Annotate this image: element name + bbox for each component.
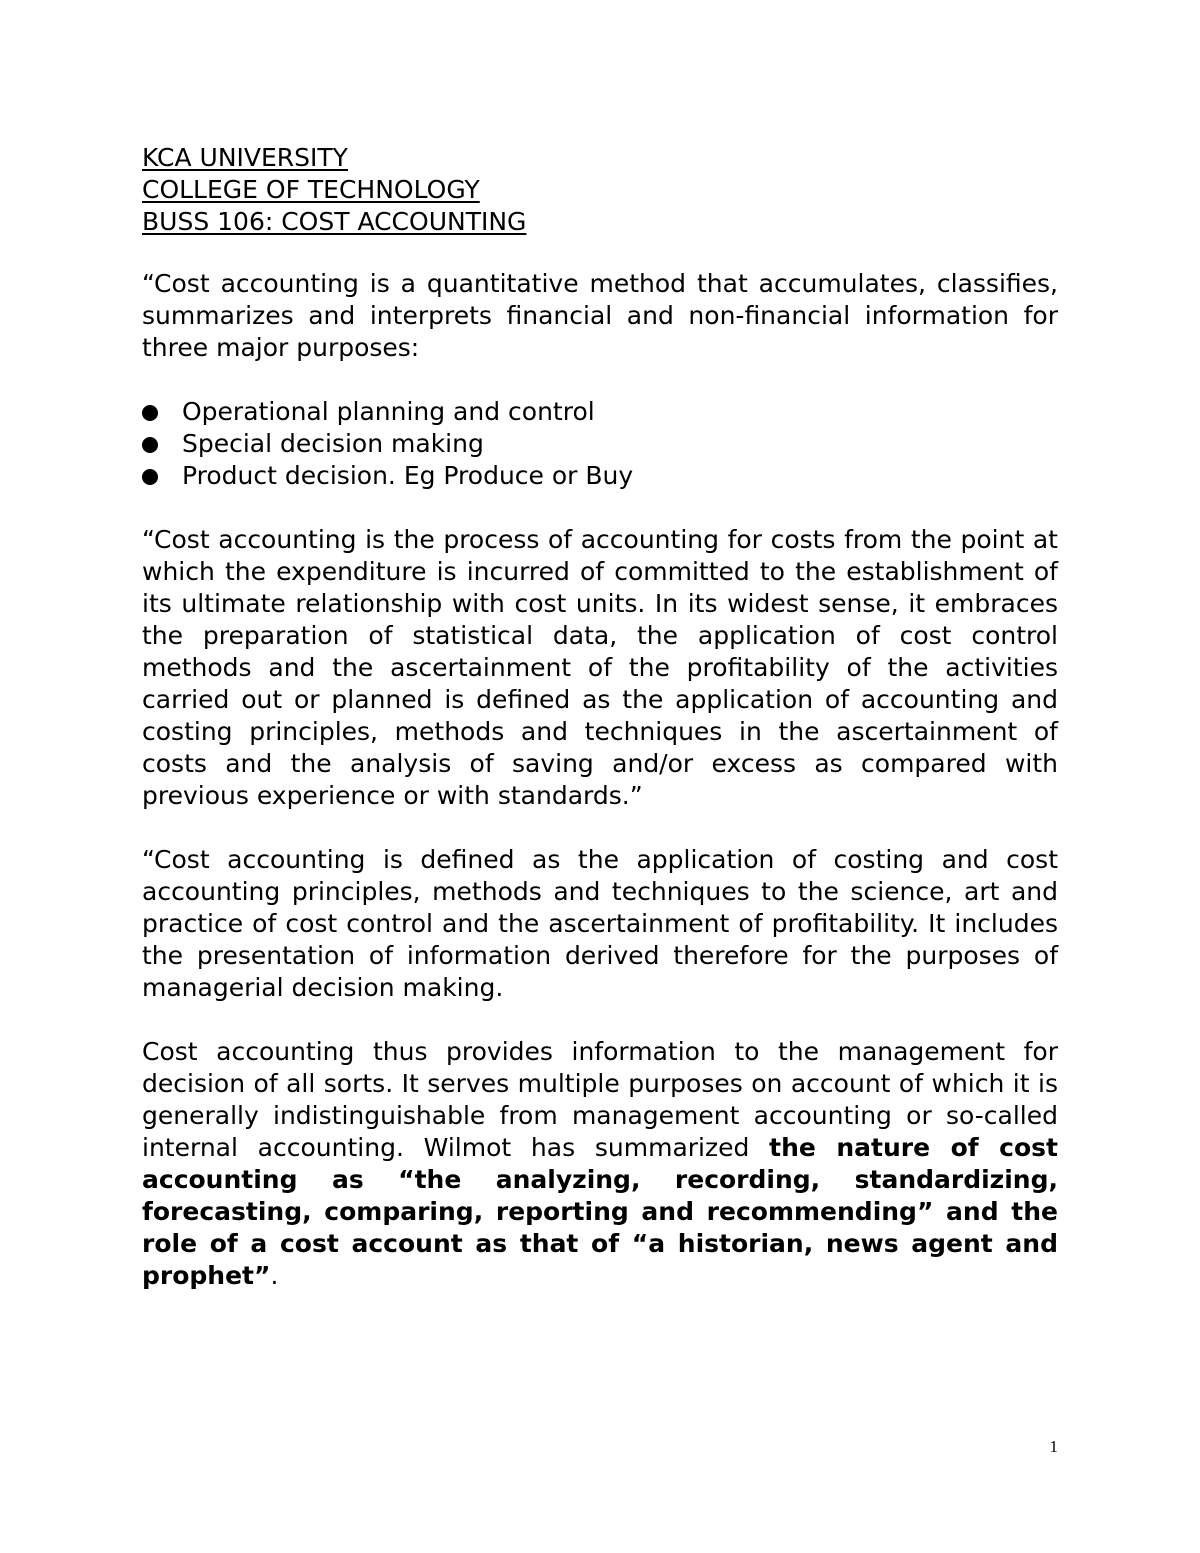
list-item-text: Product decision. Eg Produce or Buy [182, 461, 634, 490]
course-title: BUSS 106: COST ACCOUNTING [142, 207, 527, 236]
list-item-text: Operational planning and control [182, 397, 595, 426]
bullet-icon [142, 469, 158, 485]
bullet-icon [142, 437, 158, 453]
document-page [142, 142, 1058, 1292]
bullet-icon [142, 405, 158, 421]
page-number: 1 [1049, 1437, 1058, 1456]
list-item-text: Special decision making [182, 429, 484, 458]
summary-bold-text: the nature of cost accounting as “the analyzing, recording, standardizing, forecasting, comparing, reporting and recommending” and the role of a cost account as that of “a historian, news agent and prophet” [142, 1133, 1058, 1290]
definition-paragraph-2: “Cost accounting is the process of accounting for costs from the point at which the expenditure is incurred of committed to the establishment of its ultimate relationship with cost units. In its widest sense, it embraces the preparation of statistical data, the application of cost control methods and the ascertainment of the profitability of the activities carried out or planned is defined as the application of accounting and costing principles, methods and techniques in the ascertainment of costs and the analysis of saving and/or excess as compared with previous experience or with standards.” [142, 525, 1058, 810]
list-item [142, 396, 1058, 428]
summary-tail-text: . [270, 1261, 279, 1290]
intro-paragraph: “Cost accounting is a quantitative method that accumulates, classifies, summarizes and interprets financial and non-financial information for three major purposes: [142, 269, 1058, 362]
college-name: COLLEGE OF TECHNOLOGY [142, 175, 480, 204]
spacer [142, 364, 1058, 396]
summary-plain-text: Cost accounting thus provides information to the management for decision of all sorts. It serves multiple purposes on account of which it is generally indistinguishable from management accounting or so-called internal accounting. Wilmot has summarized [142, 1037, 1058, 1162]
list-item [142, 428, 1058, 460]
document-header [142, 142, 1058, 238]
list-item [142, 460, 1058, 492]
purposes-list [142, 396, 1058, 492]
definition-paragraph-3: “Cost accounting is defined as the application of costing and cost accounting principles, methods and techniques to the science, art and practice of cost control and the ascertainment of profitability. It includes the presentation of information derived therefore for the purposes of managerial decision making. [142, 845, 1058, 1002]
university-name: KCA UNIVERSITY [142, 143, 348, 172]
spacer [142, 1004, 1058, 1036]
spacer [142, 492, 1058, 524]
summary-paragraph [142, 1036, 1058, 1292]
spacer [142, 812, 1058, 844]
